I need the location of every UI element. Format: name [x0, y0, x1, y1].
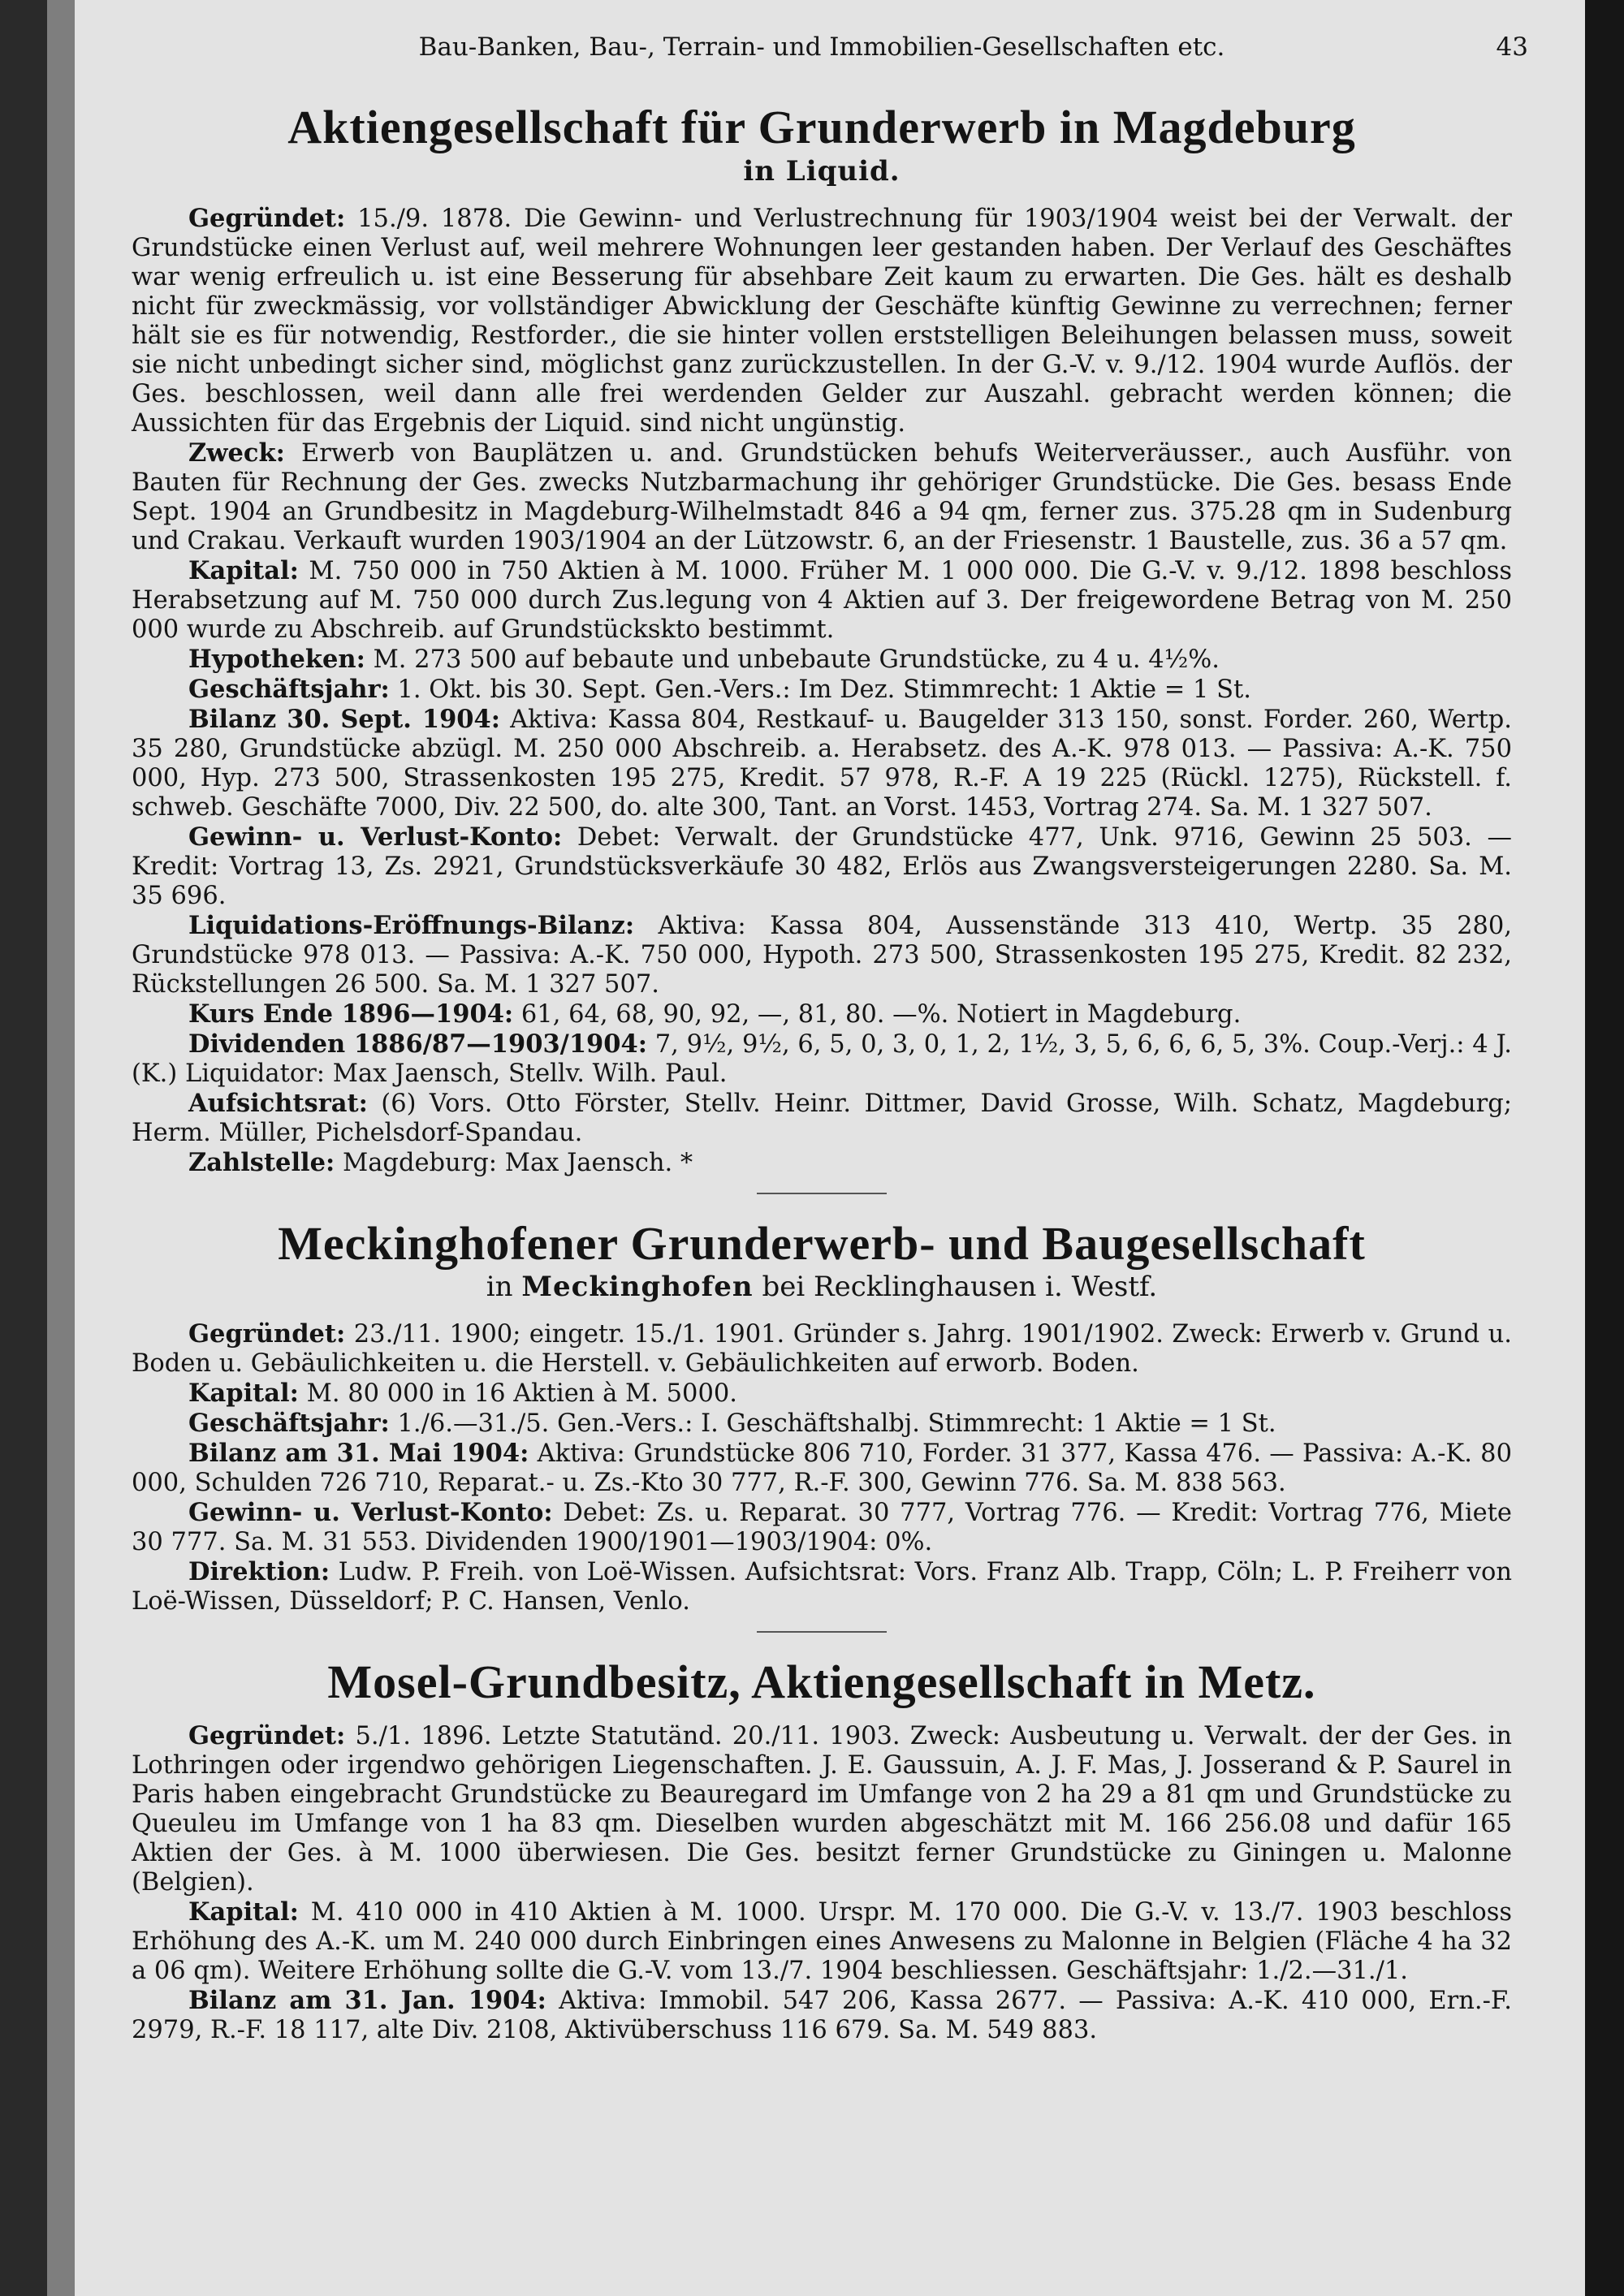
field-label: Kapital: [188, 1897, 299, 1927]
field-text: 1. Okt. bis 30. Sept. Gen.-Vers.: Im Dez. Stimmrecht: 1 Aktie = 1 St. [397, 675, 1251, 704]
entry-paragraph [132, 1379, 1512, 1409]
field-label: Geschäftsjahr: [188, 674, 390, 704]
field-text: M. 273 500 auf bebaute und unbebaute Grundstücke, zu 4 u. 4½%. [373, 645, 1220, 674]
entry-paragraph [132, 1498, 1512, 1557]
company-title: Aktiengesellschaft für Grunderwerb in Magdeburg [287, 101, 1356, 153]
entry-paragraph [132, 438, 1512, 556]
field-text: Ludw. P. Freih. von Loë-Wissen. Aufsichtsrat: Vors. Franz Alb. Trapp, Cöln; L. P. Freiherr von Loë-Wissen, Düsseldorf; P. C. Hansen, Venlo. [132, 1558, 1512, 1616]
field-label: Zahlstelle: [188, 1147, 335, 1177]
scan-binding-edge [0, 0, 47, 2296]
field-text: (6) Vors. Otto Förster, Stellv. Heinr. Dittmer, David Grosse, Wilh. Schatz, Magdeburg; Herm. Müller, Pichelsdorf-Spandau. [132, 1089, 1513, 1147]
field-label: Hypotheken: [188, 644, 365, 674]
entry-paragraph [132, 204, 1512, 438]
field-text: Aktiva: Immobil. 547 206, Kassa 2677. — Passiva: A.-K. 410 000, Ern.-F. 2979, R.-F. 18 117, alte Div. 2108, Aktivüberschuss 116 679. Sa. M. 549 883. [132, 1987, 1512, 2045]
field-text: Aktiva: Kassa 804, Restkauf- u. Baugelder 313 150, sonst. Forder. 260, Wertp. 35 280, Grundstücke abzügl. M. 250 000 Abschreib. a. Herabsetz. des A.-K. 978 013. — Passiva: A.-K. 750 000, Hyp. 273 500, Strassenkosten 195 275, Kredit. 57 978, R.-F. A 19 225 (Rückl. 1275), Rückstell. f. schweb. Geschäfte 7000, Div. 22 500, do. alte 300, Tant. an Vorst. 1453, Vortrag 274. Sa. M. 1 327 507. [132, 705, 1512, 822]
running-title: Bau-Banken, Bau-, Terrain- und Immobilien-Gesellschaften etc. [418, 32, 1225, 62]
entry-paragraph [132, 1557, 1512, 1616]
company-place: Meckinghofen [521, 1271, 754, 1304]
entry-paragraph [132, 705, 1512, 822]
field-text: Magdeburg: Max Jaensch. * [343, 1148, 693, 1177]
entry-paragraph [132, 1148, 1512, 1178]
running-header [132, 32, 1528, 78]
company-subtitle [132, 1271, 1512, 1303]
entry-paragraph [132, 911, 1512, 999]
entry-paragraph [132, 556, 1512, 645]
scan-page-margin [47, 0, 75, 2296]
field-text: Aktiva: Kassa 804, Aussenstände 313 410, Wertp. 35 280, Grundstücke 978 013. — Passiva: A.-K. 750 000, Hypoth. 273 500, Strassenkosten 195 275, Kredit. 82 232, Rückstellungen 26 500. Sa. M. 1 327 507. [132, 911, 1512, 999]
field-text: Debet: Zs. u. Reparat. 30 777, Vortrag 776. — Kredit: Vortrag 776, Miete 30 777. Sa. M. 31 553. Dividenden 1900/1901—1903/1904: 0%. [132, 1499, 1512, 1557]
field-label: Gegründet: [188, 203, 346, 233]
entry-paragraph [132, 1721, 1512, 1897]
entry-paragraph [132, 1897, 1512, 1986]
entry-paragraph [132, 1319, 1512, 1379]
field-text: Erwerb von Bauplätzen u. and. Grundstücken behufs Weiterveräusser., auch Ausführ. von Bauten für Rechnung der Ges. zwecks Nutzbarmachung ihr gehöriger Grundstücke. Die Ges. besass Ende Sept. 1904 an Grundbesitz in Magdeburg-Wilhelmstadt 846 a 94 qm, ferner zus. 375.28 qm in Sudenburg und Crakau. Verkauft wurden 1903/1904 an der Lützowstr. 6, an der Friesenstr. 1 Baustelle, zus. 36 a 57 qm. [132, 438, 1512, 555]
company-title: Meckinghofener Grunderwerb- und Baugesellschaft [278, 1216, 1366, 1270]
subtitle-suffix: bei Recklinghausen i. Westf. [762, 1271, 1158, 1304]
entry-paragraph [132, 675, 1512, 705]
field-label: Aufsichtsrat: [188, 1088, 368, 1118]
field-text: 23./11. 1900; eingetr. 15./1. 1901. Gründer s. Jahrg. 1901/1902. Zweck: Erwerb v. Grund u. Boden u. Gebäulichkeiten u. die Herstell. v. Gebäulichkeiten auf erworb. Boden. [132, 1320, 1512, 1379]
field-label: Kapital: [188, 555, 299, 585]
field-text: 7, 9½, 9½, 6, 5, 0, 3, 0, 1, 2, 1½, 3, 5, 6, 6, 6, 5, 3%. Coup.-Verj.: 4 J. (K.) Liquidator: Max Jaensch, Stellv. Wilh. Paul. [132, 1029, 1513, 1088]
field-text: Aktiva: Grundstücke 806 710, Forder. 31 377, Kassa 476. — Passiva: A.-K. 80 000, Schulden 726 710, Reparat.- u. Zs.-Kto 30 777, R.-F. 300, Gewinn 776. Sa. M. 838 563. [132, 1439, 1512, 1498]
field-label: Bilanz am 31. Jan. 1904: [188, 1986, 546, 2016]
field-label: Kurs Ende 1896—1904: [188, 999, 514, 1029]
field-text: Debet: Verwalt. der Grundstücke 477, Unk. 9716, Gewinn 25 503. — Kredit: Vortrag 13, Zs. 2921, Grundstücksverkäufe 30 482, Erlös aus Zwangsversteigerungen 2280. Sa. M. 35 696. [132, 822, 1512, 910]
page-content [132, 32, 1528, 2045]
section-divider [757, 1193, 887, 1194]
field-label: Dividenden 1886/87—1903/1904: [188, 1029, 647, 1059]
company-entry [132, 1655, 1512, 2045]
field-label: Liquidations-Eröffnungs-Bilanz: [188, 910, 635, 940]
field-label: Gegründet: [188, 1721, 346, 1751]
entry-paragraph [132, 1409, 1512, 1439]
field-label: Gewinn- u. Verlust-Konto: [188, 1498, 553, 1528]
scan-outer-edge [1585, 0, 1624, 2296]
field-label: Geschäftsjahr: [188, 1409, 390, 1439]
company-title: Mosel-Grundbesitz, Aktiengesellschaft in Metz. [327, 1655, 1316, 1709]
field-text: 5./1. 1896. Letzte Statutänd. 20./11. 1903. Zweck: Ausbeutung u. Verwalt. der der Ges. in Lothringen oder irgendwo gehörigen Liegenschaften. J. E. Gaussuin, A. J. F. Mas, J. Josserand & P. Saurel in Paris haben eingebracht Grundstücke zu Beauregard im Umfange von 2 ha 29 a 81 qm und Grundstücke zu Queuleu im Umfange von 1 ha 83 qm. Dieselben wurden abgeschätzt mit M. 166 256.08 und dafür 165 Aktien der Ges. à M. 1000 überwiesen. Die Ges. besitzt ferner Grundstücke zu Giningen u. Malonne (Belgien). [132, 1722, 1512, 1897]
field-label: Bilanz 30. Sept. 1904: [188, 704, 500, 734]
field-text: M. 410 000 in 410 Aktien à M. 1000. Urspr. M. 170 000. Die G.-V. v. 13./7. 1903 beschloss Erhöhung des A.-K. um M. 240 000 durch Einbringen eines Anwesens zu Malonne in Belgien (Fläche 4 ha 32 a 06 qm). Weitere Erhöhung sollte die G.-V. vom 13./7. 1904 beschliessen. Geschäftsjahr: 1./2.—31./1. [132, 1898, 1513, 1986]
entry-paragraph [132, 822, 1512, 911]
entry-paragraph [132, 645, 1512, 675]
entry-paragraph [132, 999, 1512, 1029]
field-text: M. 80 000 in 16 Aktien à M. 5000. [306, 1379, 737, 1409]
field-label: Gegründet: [188, 1319, 346, 1349]
page-number: 43 [1496, 32, 1528, 62]
field-label: Zweck: [188, 438, 285, 468]
field-label: Bilanz am 31. Mai 1904: [188, 1439, 529, 1469]
company-entry [132, 1217, 1512, 1617]
company-entry [132, 101, 1512, 1178]
field-text: 61, 64, 68, 90, 92, —, 81, 80. —%. Notiert in Magdeburg. [520, 999, 1242, 1029]
book-page [75, 0, 1585, 2296]
subtitle-prefix: in [486, 1271, 513, 1304]
company-status: in Liquid. [743, 154, 901, 188]
field-text: 15./9. 1878. Die Gewinn- und Verlustrechnung für 1903/1904 weist bei der Verwalt. der Grundstücke einen Verlust auf, weil mehrere Wohnungen leer gestanden haben. Der Verlauf des Geschäftes war wenig erfreulich u. ist eine Besserung für absehbare Zeit kaum zu erwarten. Die Ges. hält es deshalb nicht für zweckmässig, vor vollständiger Abwicklung der Geschäfte künftig Gewinne zu verrechnen; ferner hält sie es für notwendig, Restforder., die sie hinter vollen erststelligen Beleihungen belassen muss, soweit sie nicht unbedingt sicher sind, möglichst ganz zurückzustellen. In der G.-V. v. 9./12. 1904 wurde Auflös. der Ges. beschlossen, weil dann alle frei werdenden Gelder zur Auszahl. gebracht werden können; die Aussichten für das Ergebnis der Liquid. sind nicht ungünstig. [132, 204, 1512, 438]
entry-paragraph [132, 1439, 1512, 1498]
entry-paragraph [132, 1986, 1512, 2045]
section-divider [757, 1631, 887, 1633]
field-label: Gewinn- u. Verlust-Konto: [188, 822, 563, 852]
entry-paragraph [132, 1089, 1512, 1148]
field-label: Kapital: [188, 1379, 299, 1409]
field-text: M. 750 000 in 750 Aktien à M. 1000. Früher M. 1 000 000. Die G.-V. v. 9./12. 1898 beschloss Herabsetzung auf M. 750 000 durch Zus.legung von 4 Aktien auf 3. Der freigewordene Betrag von M. 250 000 wurde zu Abschreib. auf Grundstückskto bestimmt. [132, 556, 1512, 644]
field-label: Direktion: [188, 1557, 330, 1587]
company-subtitle [132, 155, 1512, 188]
field-text: 1./6.—31./5. Gen.-Vers.: I. Geschäftshalbj. Stimmrecht: 1 Aktie = 1 St. [397, 1409, 1276, 1439]
entry-paragraph [132, 1029, 1512, 1089]
